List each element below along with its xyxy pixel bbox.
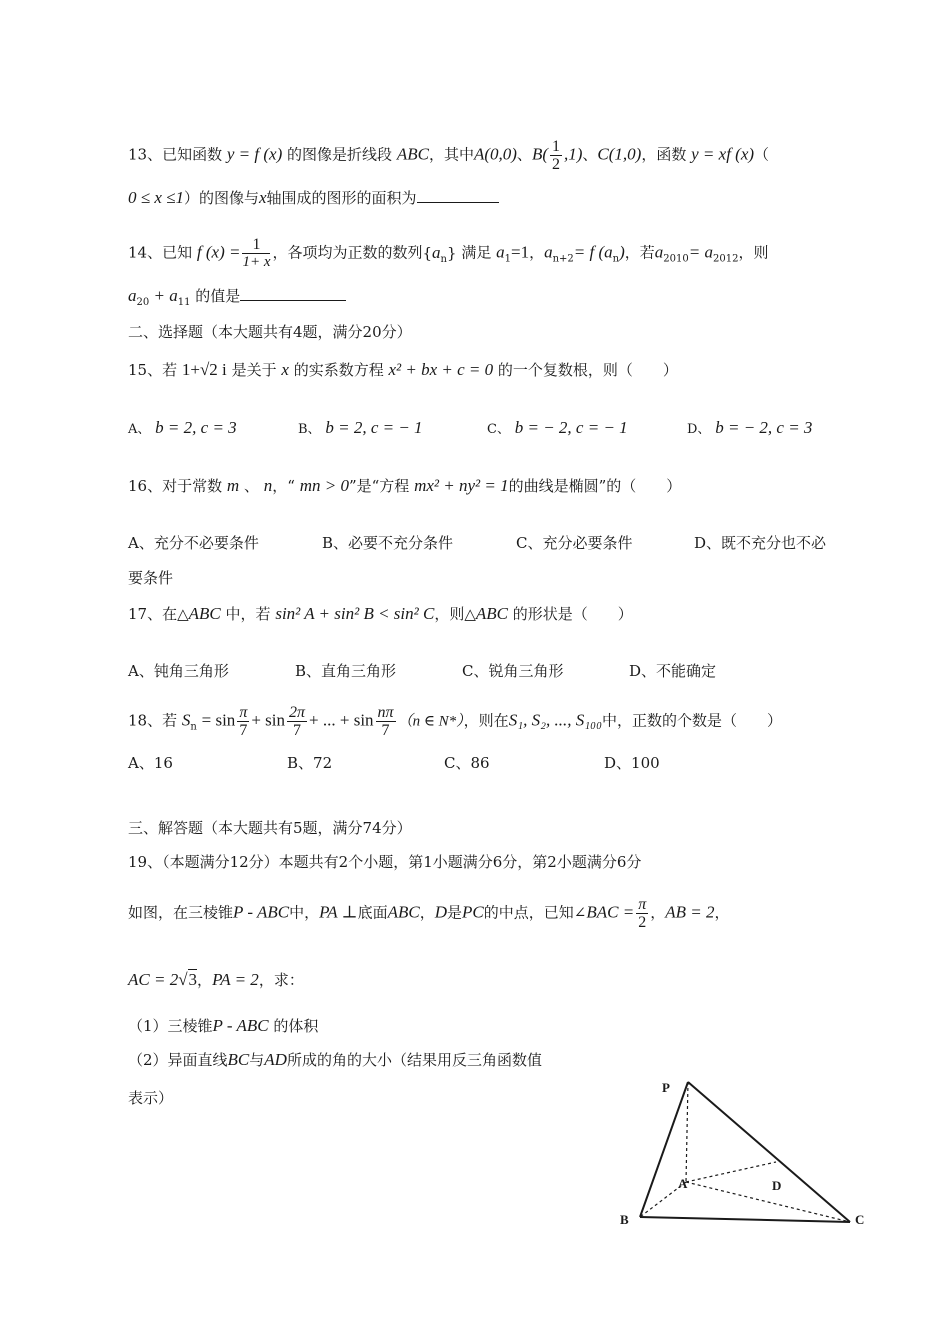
comma: ， <box>529 243 545 262</box>
q17-text: ，则△ <box>434 605 476 623</box>
q14-fx: f (x) = <box>196 242 241 262</box>
q17-abc: ABC <box>188 604 221 623</box>
section-2-title: 二、选择题（本大题共有4题，满分20分） <box>128 323 412 341</box>
edge-bc <box>640 1217 850 1222</box>
q15-x: x <box>281 360 289 379</box>
q19-abc: ABC <box>387 902 420 922</box>
q15-option-c[interactable] <box>487 418 628 438</box>
q19-text: 中， <box>289 903 320 922</box>
q15-text: 的实系数方程 <box>293 361 384 379</box>
q13-line2 <box>128 188 499 208</box>
q13-point-b-end: ,1) <box>563 144 583 164</box>
frac-num: 1 <box>551 138 560 155</box>
q16-text: ”是“方程 <box>348 477 410 495</box>
q13-function: y = f (x) <box>226 144 283 164</box>
frac-num: 1 <box>242 236 270 254</box>
q19-part2-text: （2）异面直线 <box>128 1051 228 1069</box>
q19-pabc: P - ABC <box>212 1016 269 1035</box>
q17-text: 中，若 <box>225 605 271 623</box>
option-value: b = 2, c = − 1 <box>325 418 423 437</box>
q19-d: D <box>434 902 448 922</box>
option-label: C、 <box>487 422 510 437</box>
q17-text: 在△ <box>162 605 189 623</box>
frac-den: 7 <box>293 722 302 739</box>
label-p: P <box>662 1080 670 1095</box>
q18-frac2 <box>287 704 307 739</box>
q13-paren: （ <box>754 145 770 164</box>
q16-line <box>128 476 681 496</box>
q13-text: ，其中 <box>428 145 474 164</box>
q19-pabc: P - ABC <box>233 902 290 922</box>
q13-fraction <box>550 138 562 173</box>
q16-option-d[interactable]: D、既不充分也不必 <box>694 534 827 552</box>
q18-option-b[interactable]: B、72 <box>287 754 333 772</box>
option-value: b = 2, c = 3 <box>155 418 237 437</box>
frac-den: 7 <box>239 722 248 739</box>
q19-ab: AB = 2 <box>665 902 715 922</box>
q19-line2 <box>128 970 304 990</box>
q18-text: ，则在 <box>463 711 509 730</box>
q13-range: 0 ≤ x ≤1 <box>128 188 184 207</box>
q16-text: 的曲线是椭圆”的（ ） <box>508 477 682 495</box>
label-d: D <box>772 1178 782 1193</box>
q19-part1-text: 的体积 <box>273 1017 319 1035</box>
edge-pc <box>688 1082 850 1222</box>
a20: a <box>128 286 137 305</box>
option-value: b = − 2, c = − 1 <box>514 418 628 437</box>
q13-number: 13、 <box>128 145 163 164</box>
label-a: A <box>678 1176 688 1191</box>
q16-text: ，“ <box>272 477 295 495</box>
q17-line <box>128 604 633 624</box>
a2012-sub: 2012 <box>712 253 739 265</box>
label-c: C <box>855 1212 865 1227</box>
an2-sub: n+2 <box>552 253 574 265</box>
q19-ad: AD <box>264 1050 287 1069</box>
q17-number: 17、 <box>128 605 163 623</box>
paren-close: ) <box>619 242 625 262</box>
q14-text: 已知 <box>162 243 193 262</box>
q19-part1 <box>128 1016 318 1036</box>
frac-den: 1+ x <box>242 254 271 270</box>
q17-option-a[interactable]: A、钝角三角形 <box>128 662 229 680</box>
q19-text: 底面 <box>357 903 388 922</box>
q15-text: 是关于 <box>231 361 277 379</box>
edge-pa <box>686 1082 688 1182</box>
q17-option-d[interactable]: D、不能确定 <box>629 662 717 680</box>
q17-abc: ABC <box>475 604 508 623</box>
option-label: A、 <box>128 422 151 437</box>
section-3-title: 三、解答题（本大题共有5题，满分74分） <box>128 819 412 837</box>
q16-option-c[interactable]: C、充分必要条件 <box>516 534 633 552</box>
q14-line2 <box>128 286 346 313</box>
q19-part2 <box>128 1050 542 1070</box>
q13-point-a: A(0,0) <box>473 144 517 164</box>
q14-fraction <box>242 236 270 271</box>
q19-pa: PA ⊥ <box>319 902 358 922</box>
frac-den: 7 <box>381 722 390 739</box>
q19-bc: BC <box>227 1050 250 1069</box>
q19-part2-text: 与 <box>249 1051 265 1069</box>
q16-condition: mn > 0 <box>299 476 349 495</box>
q15-option-d[interactable] <box>687 418 812 438</box>
q17-option-c[interactable]: C、锐角三角形 <box>462 662 564 680</box>
q13-text: 轴围成的图形的面积为 <box>266 189 417 207</box>
q17-option-b[interactable]: B、直角三角形 <box>295 662 397 680</box>
an2: a <box>544 242 553 262</box>
q16-text: 对于常数 <box>162 477 223 495</box>
q19-pc: PC <box>462 902 484 922</box>
q15-line <box>128 360 678 380</box>
q18-number: 18、 <box>128 711 163 730</box>
q13-text: ，函数 <box>641 145 687 164</box>
a2012: = a <box>688 242 713 262</box>
q13-point-b: B( <box>531 144 548 164</box>
q19-sqrt-radicand: 3 <box>188 970 198 989</box>
q18-plus: + sin <box>251 710 286 730</box>
q18-option-a[interactable]: A、16 <box>128 754 173 772</box>
q15-equation: x² + bx + c = 0 <box>388 360 494 379</box>
frac-num: π <box>239 704 248 721</box>
q18-option-c[interactable]: C、86 <box>444 754 490 772</box>
answer-blank <box>240 300 346 301</box>
q13-text: 已知函数 <box>162 145 223 164</box>
q18-sn-sub: n <box>190 721 197 733</box>
frac-num: nπ <box>377 704 394 721</box>
q15-root: 1+√2 i <box>181 360 227 379</box>
seq-a: a <box>432 242 441 262</box>
q19-text: 的中点，已知∠ <box>483 903 587 922</box>
q19-bac: BAC = <box>586 902 635 922</box>
comma: ， <box>714 903 730 922</box>
q13-sep: 、 <box>516 145 532 164</box>
q14-text: ，各项均为正数的数列 <box>272 243 423 262</box>
a2010-sub: 2010 <box>663 253 689 265</box>
q16-option-a[interactable]: A、充分不必要条件 <box>128 534 259 552</box>
q18-condition: （n ∈ N*） <box>397 713 464 730</box>
comma: ， <box>419 903 435 922</box>
q19-ac: AC = 2 <box>128 970 179 989</box>
option-value: b = − 2, c = 3 <box>715 418 813 437</box>
q13-text: ）的图像与 <box>183 189 259 207</box>
q14-text: ，则 <box>738 243 769 262</box>
comma: ， <box>650 903 666 922</box>
q14-line1 <box>128 236 768 271</box>
frac-den: 2 <box>638 914 647 931</box>
q13-abc: ABC <box>396 144 429 164</box>
label-b: B <box>620 1212 629 1227</box>
q13-point-c: C(1,0) <box>597 144 642 164</box>
edge-ad <box>686 1162 776 1182</box>
q14-text: ，若 <box>624 243 655 262</box>
option-label: D、 <box>687 422 711 437</box>
q13-line1 <box>128 138 769 173</box>
q16-number: 16、 <box>128 477 163 495</box>
q13-function2: y = xf (x) <box>691 144 755 164</box>
tetrahedron-figure <box>600 1062 880 1242</box>
q14-number: 14、 <box>128 243 163 262</box>
q19-line1 <box>128 896 729 931</box>
q18-eq: = sin <box>201 710 236 730</box>
q18-option-d[interactable]: D、100 <box>604 754 660 772</box>
q16-option-d-cont: 要条件 <box>128 569 174 587</box>
a1-val: =1 <box>511 242 530 262</box>
q16-equation: mx² + ny² = 1 <box>414 476 509 495</box>
q19-part2-cont: 表示） <box>128 1089 174 1107</box>
q18-text: 中，正数的个数是（ ） <box>602 711 783 730</box>
a1-sub: 1 <box>504 253 511 265</box>
an2-sub2: n <box>612 253 620 265</box>
a20-sub: 20 <box>136 297 150 308</box>
q19-pa2: PA = 2 <box>212 970 259 989</box>
frac-num: 2π <box>289 704 306 721</box>
frac-num: π <box>638 896 647 913</box>
q18-line <box>128 704 782 739</box>
q19-text: 如图，在三棱锥 <box>128 903 234 922</box>
q15-number: 15、 <box>128 361 163 379</box>
q16-n: n <box>263 476 273 495</box>
q16-sep: 、 <box>243 477 259 495</box>
q19-part2-text: 所成的角的大小（结果用反三角函数值 <box>286 1051 542 1069</box>
q15-option-b[interactable] <box>298 418 423 438</box>
q18-frac1 <box>237 704 249 739</box>
q14-text: 的值是 <box>195 287 241 305</box>
q19-part1-text: （1）三棱锥 <box>128 1017 213 1035</box>
edge-pb <box>640 1082 688 1217</box>
a2010: a <box>654 242 664 262</box>
q15-option-a[interactable] <box>128 418 237 438</box>
q15-text: 若 <box>162 361 178 379</box>
q19-text: ，求： <box>258 971 304 989</box>
q17-text: 的形状是（ ） <box>512 605 633 623</box>
q18-plus: + ... + sin <box>309 710 374 730</box>
q19-text: 是 <box>447 903 463 922</box>
q13-x: x <box>258 188 267 207</box>
q16-option-b[interactable]: B、必要不充分条件 <box>322 534 454 552</box>
q13-sep: 、 <box>582 145 598 164</box>
q19-frac <box>636 896 648 931</box>
q18-sn: S <box>181 710 191 730</box>
q19-sqrt: √3 <box>178 970 198 989</box>
q15-text: 的一个复数根，则（ ） <box>497 361 678 379</box>
an2-val: = f (a <box>573 242 613 262</box>
q19-header: 19、（本题满分12分）本题共有2个小题，第1小题满分6分，第2小题满分6分 <box>128 853 642 871</box>
answer-blank <box>417 202 499 203</box>
q18-seq: S₁, S₂, ..., S₁₀₀ <box>508 710 602 730</box>
option-label: B、 <box>298 422 321 437</box>
q17-inequality: sin² A + sin² B < sin² C <box>275 604 435 623</box>
seq-sub: n <box>440 253 447 265</box>
a1: a <box>496 242 505 262</box>
q13-text: 的图像是折线段 <box>287 145 393 164</box>
q16-m: m <box>226 476 240 495</box>
a11: + a <box>149 286 178 305</box>
q18-text: 若 <box>162 711 178 730</box>
a11-sub: 11 <box>177 297 191 308</box>
q14-text: 满足 <box>461 243 492 262</box>
q14-seq: $\{a_n\}$ <box>422 242 457 265</box>
frac-den: 2 <box>551 156 560 173</box>
q18-frac3 <box>376 704 396 739</box>
comma: ， <box>197 971 213 989</box>
